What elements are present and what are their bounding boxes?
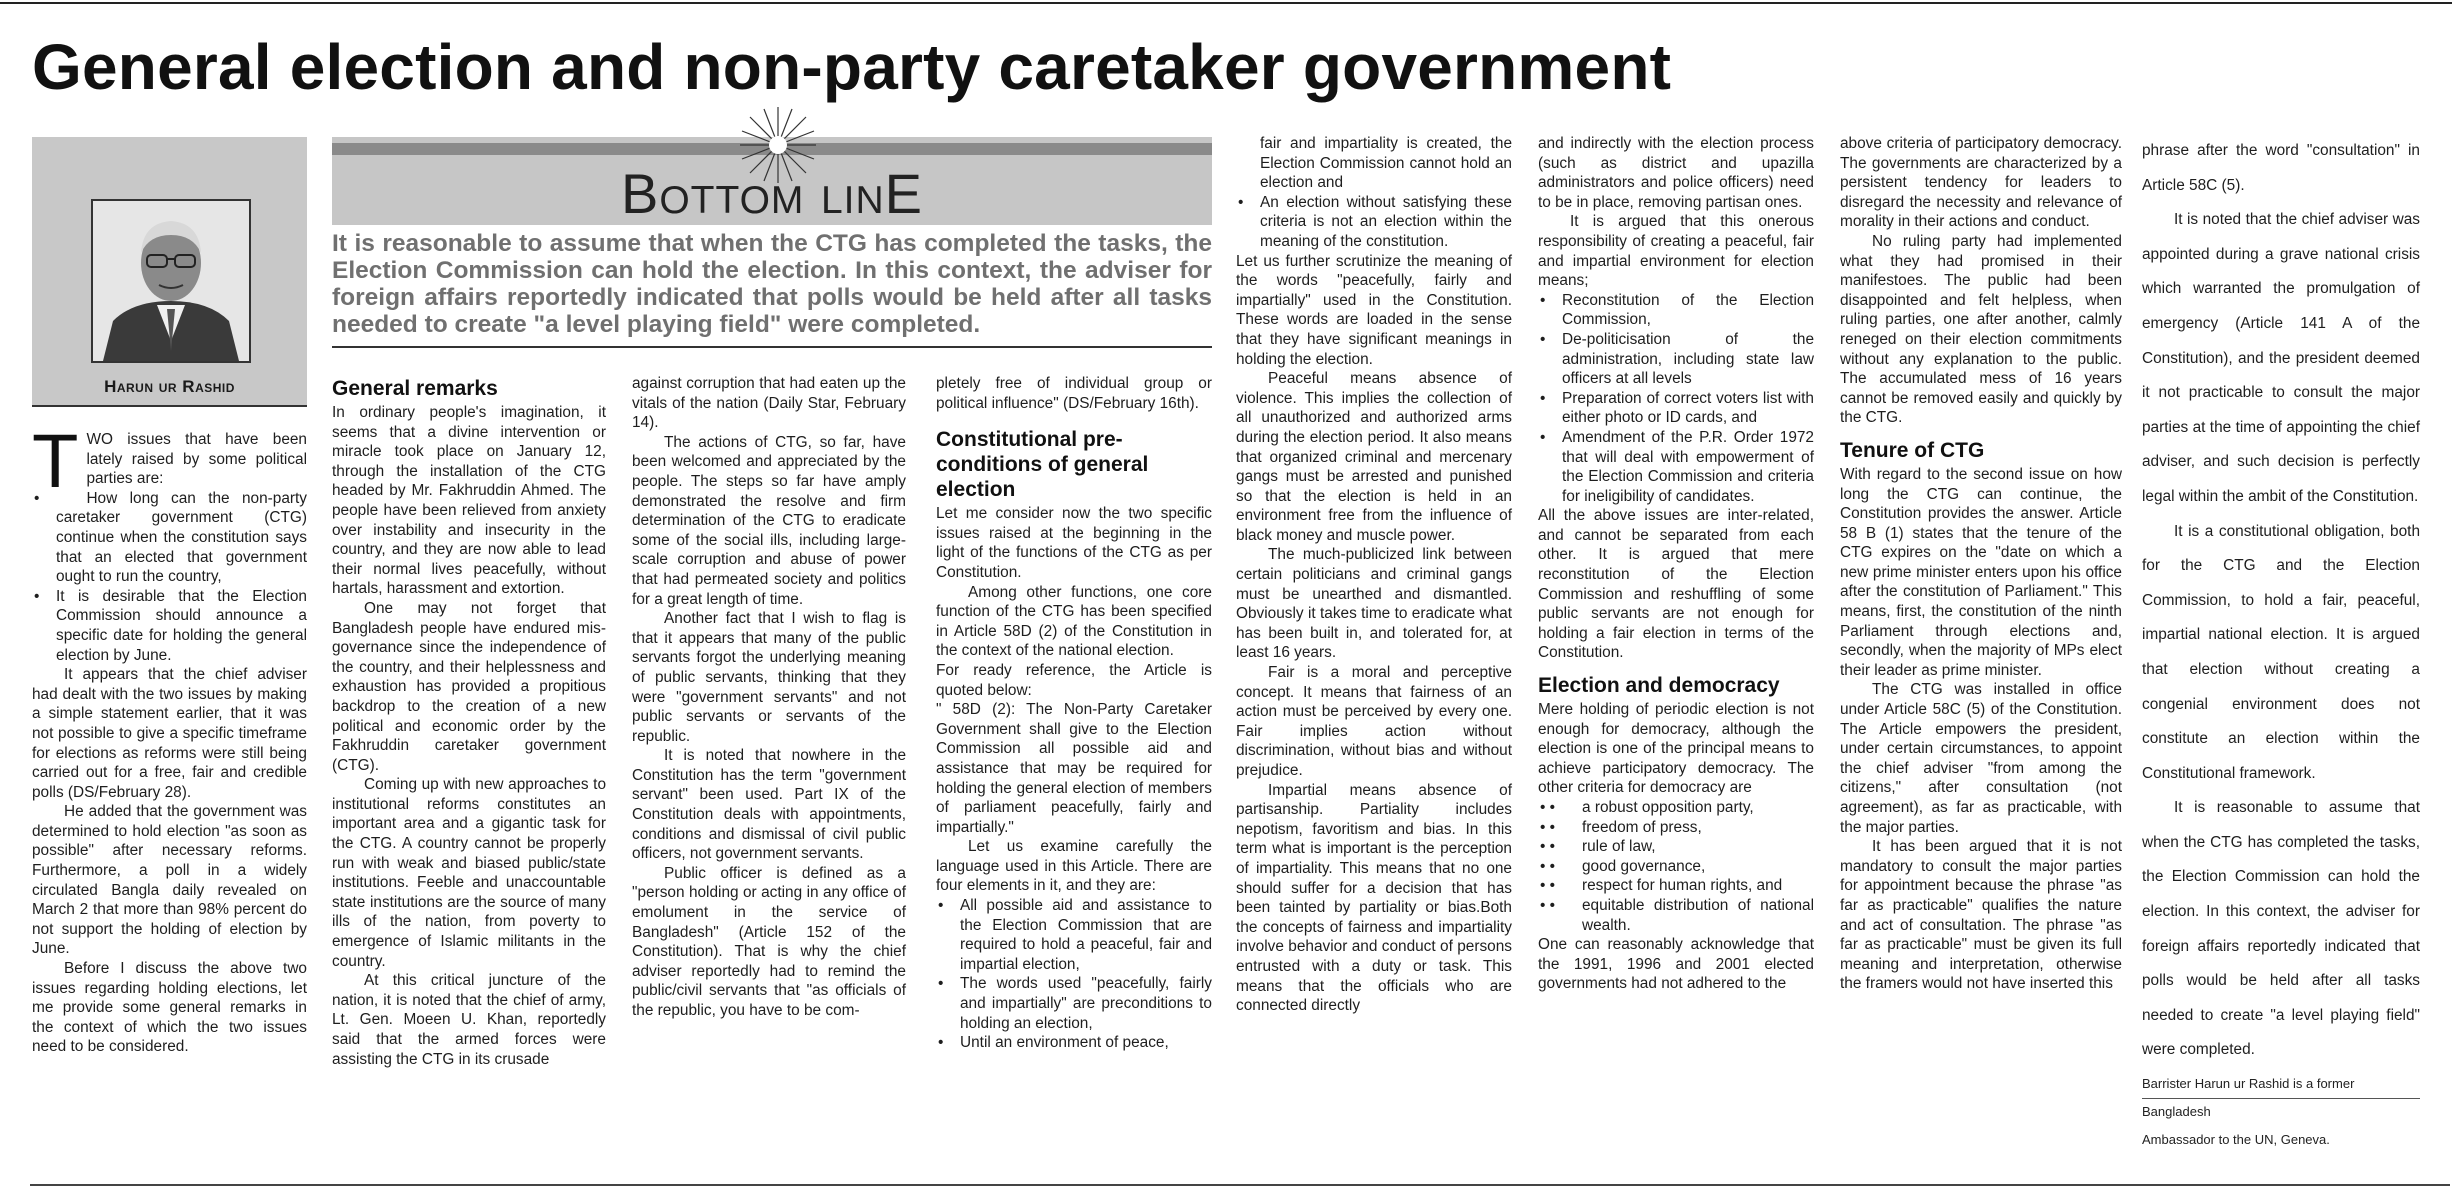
column-4 [936,374,1212,1053]
paragraph: For ready reference, the Article is quoted below: [936,661,1212,699]
paragraph: It is reasonable to assume that when the CTG has completed the tasks, the Election Commission can hold the election. In this context, the adviser for foreign affairs reportedly indicated that polls would be held after all tasks needed to create "a level playing field" were completed. [2142,799,2420,1059]
paragraph: One may not forget that Bangladesh people have endured mis-governance since the independence of the country, and their helplessness and exhaustion has provided a propitious backdrop to the creation of a new political and economic order by the Fakhruddin caretaker government (CTG). [332,599,606,774]
list-item: • • equitable distribution of national wealth. [1538,896,1814,935]
paragraph: Impartial means absence of partisanship. Partiality includes nepotism, favoritism and bias. In this term what is important is the perception of impartiality. This means that no one should suffer for a decision that has been tainted by partiality or bias.Both the concepts of fairness and impartiality involve behavior and conduct of persons entrusted with a duty or task. This means that the officials who are connected directly [1236,781,1512,1015]
section-heading: Tenure of CTG [1840,438,1985,462]
paragraph: against corruption that had eaten up the vitals of the nation (Daily Star, February 14). [632,375,906,432]
paragraph: Let us examine carefully the language used in this Article. There are four elements in it, and they are: [936,838,1212,895]
drop-cap: T [32,419,79,504]
requirements-list [1538,291,1814,507]
column-7 [1840,134,2122,994]
section-heading: Constitutional pre-conditions of general election [936,428,1149,502]
list-item: • • freedom of press, [1538,818,1814,838]
pull-quote-rule [332,346,1212,348]
list-item: • • a robust opposition party, [1538,798,1814,818]
paragraph: One can reasonably acknowledge that the 1991, 1996 and 2001 elected governments had not adhered to the [1538,936,1814,993]
column-5 [1236,134,1512,1016]
paragraph: Fair is a moral and perceptive concept. It means that fairness of an action must be perceived by every one. Fair implies action without discrimination, without bias and without prejudice. [1236,664,1512,779]
paragraph: It is noted that the chief adviser was appointed during a grave national crisis which warranted the promulgation of emergency (Article 141 A of the Constitution), and the president deemed it not practicable to consult the major parties at the time of appointing the chief adviser, and such decision is perfectly legal within the ambit of the Constitution. [2142,211,2420,505]
author-box [32,137,307,407]
author-bio [2142,1070,2420,1154]
bottom-rule [30,1184,2450,1186]
paragraph: The CTG was installed in office under Article 58C (5) of the Constitution. The Article empowers the president, under certain circumstances, to appoint the chief adviser "from among the citizens," after consultation (not agreement), as far as practicable, with the major parties. [1840,681,2122,836]
paragraph: With regard to the second issue on how long the CTG can continue, the Constitution provides the answer. Article 58 B (1) states that the tenure of the CTG expires on the "date on which a new prime minister enters upon his office after the constitution of Parliament." This means, first, the constitution of the ninth Parliament through elections and, secondly, when the majority of MPs elect their leader as prime minister. [1840,465,2122,679]
list-item: • How long can the non-party caretaker government (CTG) continue when the constitution says that an elected that government ought to run the country, [32,489,307,587]
paragraph: above criteria of participatory democracy. The governments are characterized by a persistent tendency for leaders to disregard the necessity and relevance of morality in their actions and conduct. [1840,135,2122,231]
author-name: Harun ur Rashid [104,377,235,396]
top-rule [0,2,2452,4]
paragraph: It has been argued that it is not mandatory to consult the major parties for appointment because the phrase "as far as practicable" qualifies the nature and act of consultation. The phrase "as far as practicable" must be given its full meaning and interpretation, otherwise the framers would not have inserted this [1840,838,2122,993]
headline: General election and non-party caretaker government [32,31,1672,103]
bio-line: Ambassador to the UN, Geneva. [2142,1132,2330,1147]
paragraph: It is a constitutional obligation, both for the CTG and the Election Commission, to hold a fair, peaceful, impartial national election. It is argued that election without creating a congenial environment does not constitute an election within the Constitutional framework. [2142,522,2420,782]
list-item: • • rule of law, [1538,837,1814,857]
author-photo [91,199,251,363]
list-item: • • respect for human rights, and [1538,876,1814,896]
list-item: • Preparation of correct voters list with either photo or ID cards, and [1538,389,1814,428]
paragraph: Public officer is defined as a "person holding or acting in any office of emolument in the service of Bangladesh" (Article 152 of the Constitution). That is why the chief adviser reportedly had to remind the public/civil servants that "as officials of the republic, you have to be com- [632,864,906,1019]
list-item: • • good governance, [1538,857,1814,877]
quoted-article: " 58D (2): The Non-Party Caretaker Government shall give to the Election Commission all possible aid and assistance that may be required for holding the general election of members of parliament peacefully, fairly and impartially." [936,701,1212,836]
column-8 [2142,134,2420,1068]
bio-rule [2142,1098,2420,1099]
list-item: • De-politicisation of the administration, including state law officers at all levels [1538,330,1814,389]
author-portrait-icon [93,201,249,361]
elements-list [936,896,1212,1053]
paragraph: Mere holding of periodic election is not enough for democracy, although the election is one of the principal means to achieve participatory democracy. The other criteria for democracy are [1538,701,1814,797]
column-2 [332,374,606,1069]
criteria-list [1236,193,1512,252]
column-1 [32,419,307,1057]
starburst-icon [738,105,818,185]
paragraph: All the above issues are inter-related, and cannot be separated from each other. It is argued that mere reconstitution of the Election Commission and reshuffling of some public servants are not enough for holding a fair election in terms of the Constitution. [1538,507,1814,662]
paragraph: It appears that the chief adviser had dealt with the two issues by making a simple statement earlier, that it was not possible to give a specific timeframe for elections as reforms were still being carried out for a free, fair and credible polls (DS/February 28). [32,666,307,801]
paragraph: Among other functions, one core function of the CTG has been specified in Article 58D (2) of the Constitution in the context of the national election. [936,583,1212,660]
paragraph: Another fact that I wish to flag is that it appears that many of the public servants forgot the underlying meaning of public servants, thinking that they were "government servants" and not public servants or servants of the republic. [632,610,906,745]
column-3 [632,374,906,1021]
banner-title: Bottom linE [620,162,924,225]
section-heading: General remarks [332,377,498,400]
paragraph: Peaceful means absence of violence. This implies the collection of all unauthorized and authorized arms during the election period. It also means that organized criminal and mercenary gangs must be arrested and punished so that the election is held in an environment free from the influence of black money and muscle power. [1236,370,1512,544]
paragraph: No ruling party had implemented what they had promised in their manifestoes. The public had been disappointed and felt helpless, when ruling parties, one after another, calmly reneged on their election commitments without any explanation to the public. The accumulated mess of 16 years cannot be removed easily and quickly by the CTG. [1840,232,2122,427]
list-item: • Reconstitution of the Election Commission, [1538,291,1814,330]
paragraph: At this critical juncture of the nation, it is noted that the chief of army, Lt. Gen. Moeen U. Khan, reportedly said that the armed forces were assisting the CTG in its crusade [332,972,606,1068]
paragraph: It is noted that nowhere in the Constitution has the term "government servant" been used. Part IX of the Constitution deals with appointments, conditions and dismissal of civil public officers, not government servants. [632,747,906,863]
list-item: • The words used "peacefully, fairly and impartially" are preconditions to holding an election, [936,974,1212,1033]
paragraph: fair and impartiality is created, the Election Commission cannot hold an election and [1260,135,1512,192]
paragraph: Coming up with new approaches to institutional reforms constitutes an important area and a gigantic task for the CTG. A country cannot be properly run with weak and biased public/state institutions. Feeble and unaccountable state institutions are the source of many ills of the nation, from poverty to emergence of Islamic militants in the country. [332,776,606,970]
paragraph: In ordinary people's imagination, it seems that a divine intervention or miracle took place on January 12, through the installation of the CTG headed by Mr. Fakhruddin Ahmed. The people have been relieved from anxiety over instability and insecurity in the country, and they are now able to lead their normal lives peacefully, without hartals, harassment and extortion. [332,404,606,598]
paragraph: pletely free of individual group or political influence" (DS/February 16th). [936,375,1212,412]
paragraph: He added that the government was determined to hold election "as soon as possible" after necessary reforms. Furthermore, a poll in a widely circulated Bangla daily revealed on March 2 that more than 98% percent do not support the holding of election by June. [32,803,307,958]
paragraph: Let us further scrutinize the meaning of the words "peacefully, fairly and impartially" used in the Constitution. These words are loaded in the sense that they have significant meanings in holding the election. [1236,252,1512,368]
list-item: • An election without satisfying these criteria is not an election within the meaning of the constitution. [1236,193,1512,252]
list-item: • Amendment of the P.R. Order 1972 that will deal with empowerment of the Election Commission and criteria for ineligibility of candidates. [1538,428,1814,506]
paragraph: and indirectly with the election process (such as district and upazilla administrators and police officers) need to be in place, removing partisan ones. [1538,135,1814,211]
list-item: • It is desirable that the Election Commission should announce a specific date for holding the general election by June. [32,587,307,665]
issues-list [32,489,307,665]
democracy-criteria-list [1538,798,1814,935]
paragraph: Before I discuss the above two issues regarding holding elections, let me provide some general remarks in the context of which the two issues need to be considered. [32,960,307,1056]
intro-text: WO issues that have been lately raised by some political parties are: [86,431,307,488]
paragraph: The much-publicized link between certain politicians and criminal gangs must be unearthed and dismantled. Obviously it takes time to eradicate what has been built in, and tolerated for, at least 16 years. [1236,546,1512,662]
paragraph: phrase after the word "consultation" in Article 58C (5). [2142,142,2420,194]
paragraph: The actions of CTG, so far, have been welcomed and appreciated by the people. The steps so far have amply demonstrated the resolve and firm determination of the CTG to eradicate some of the social ills, including large-scale corruption and abuse of power that had permeated society and politics for a great length of time. [632,433,906,608]
list-item: • Until an environment of peace, [936,1033,1212,1053]
section-heading: Election and democracy [1538,674,1780,698]
paragraph: Let me consider now the two specific issues raised at the beginning in the light of the functions of the CTG as per Constitution. [936,505,1212,581]
paragraph: It is argued that this onerous responsibility of creating a peaceful, fair and impartial environment for election means; [1538,213,1814,290]
pull-quote: It is reasonable to assume that when the CTG has completed the tasks, the Election Commission can hold the election. In this context, the adviser for foreign affairs reportedly indicated that polls would be held after all tasks needed to create "a level playing field" were completed. [332,230,1212,338]
column-6 [1538,134,1814,994]
bio-line: Barrister Harun ur Rashid is a former Bangladesh [2142,1076,2355,1119]
list-item: • All possible aid and assistance to the Election Commission that are required to hold a peaceful, fair and impartial election, [936,896,1212,974]
